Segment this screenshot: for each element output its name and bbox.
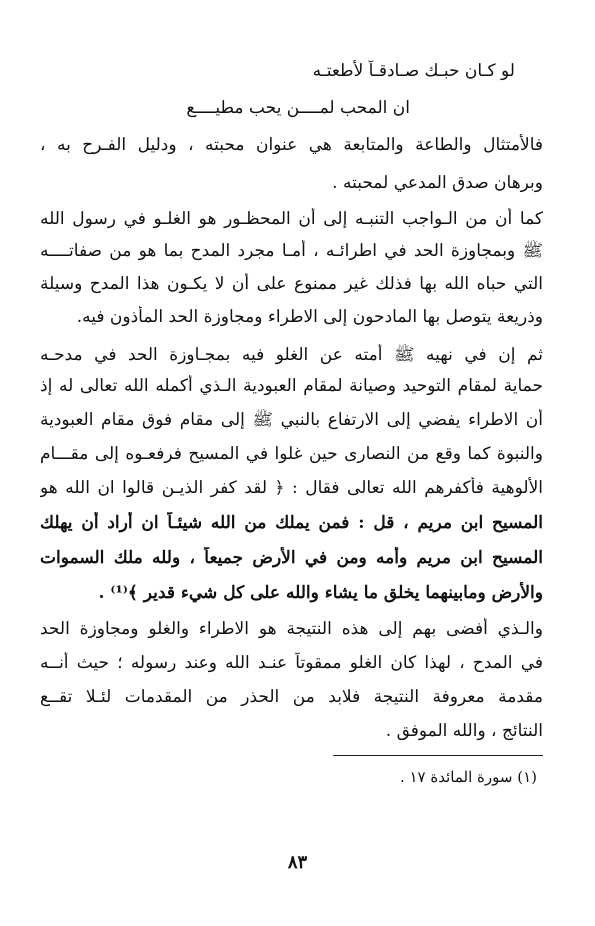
body-line: الألوهية فأكفرهم الله تعالى فقال : ﴿ لقد كفر الذيـن قالوا ان الله هو	[40, 478, 543, 498]
body-line: أن الاطراء يفضي إلى الارتفاع بالنبي ﷺ إلى مقام فوق مقام العبودية	[40, 410, 543, 430]
body-line: والـذي أفضى بهم إلى هذه النتيجة هو الاطراء والغلو ومجاوزة الحد	[40, 619, 543, 639]
body-line: حماية لمقام التوحيد وصيانة لمقام العبودية الـذي أكمله الله تعالى له إذ	[40, 376, 543, 396]
quran-verse-line: المسيح ابن مريم وأمه ومن في الأرض جميعاً ، ولله ملك السموات	[40, 548, 543, 568]
body-line: النتائج ، والله الموفق .	[385, 721, 543, 741]
poem-verse-2: ان المحب لمــــن يحب مطيــــع	[186, 98, 410, 118]
footnote-divider	[333, 755, 543, 756]
body-line: وذريعة يتوصل بها المادحون إلى الاطراء ومجاوزة الحد المأذون فيه.	[76, 307, 543, 327]
body-line: مقدمة معروفة النتيجة فلابد من الحذر من المقدمات لئـلا تقــع	[40, 687, 543, 707]
body-line: ﷺ وبمجاوزة الحد في اطرائـه ، أمـا مجرد المدح بما هو من صفاتــــه	[40, 241, 543, 261]
footnote: (١) سورة المائدة ١٧ .	[399, 768, 537, 786]
body-line: فالأمتثال والطاعة والمتابعة هي عنوان محبته ، ودليل الفـرح به ،	[40, 135, 543, 155]
body-line: في المدح ، لهذا كان الغلو ممقوتاً عنـد الله وعند رسوله ؛ حيث أنــه	[40, 653, 543, 673]
body-line: التي حباه الله بها فذلك غير ممنوع على أن لا يكـون هذا المدح وسيلة	[40, 274, 543, 294]
body-line: كما أن من الـواجب التنبـه إلى أن المحظـور هو الغلـو في رسول الله	[40, 209, 543, 229]
body-line: وبرهان صدق المدعي لمحبته .	[332, 173, 543, 193]
poem-verse-1: لو كـان حبـك صـادقـاً لأطعتـه	[312, 61, 515, 81]
body-line: ثم إن في نهيه ﷺ أمته عن الغلو فيه بمجـاوزة الحد في مدحـه	[40, 345, 543, 365]
body-line: والنبوة كما وقع من النصارى حين غلوا في المسيح فرفعـوه إلى مقـــام	[40, 444, 543, 464]
quran-verse-line: والأرض ومابينهما يخلق ما يشاء والله على كل شيء قدير ﴾⁽¹⁾ .	[98, 583, 543, 603]
page-number: ٨٣	[287, 852, 308, 873]
quran-verse-line: المسيح ابن مريم ، قل : فمن يملك من الله شيئـاً ان أراد أن يهلك	[40, 513, 543, 533]
